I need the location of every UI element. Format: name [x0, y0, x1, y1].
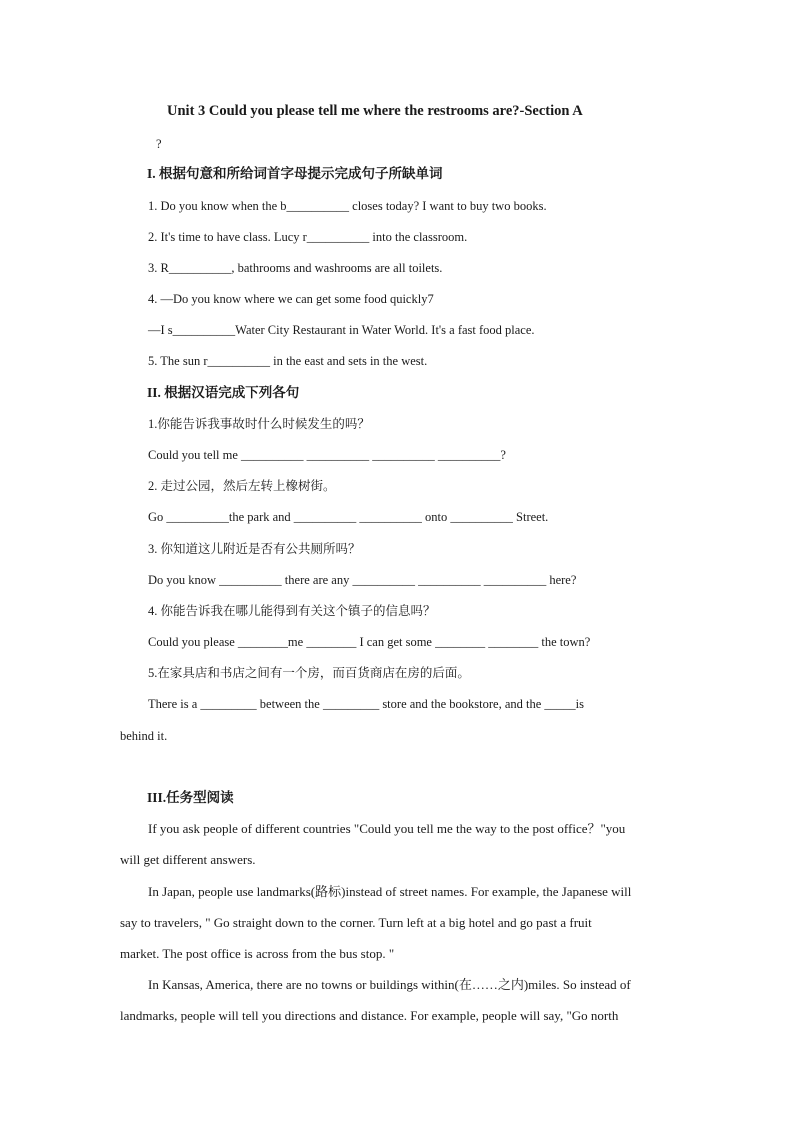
- section-2-item: 4. 你能告诉我在哪儿能得到有关这个镇子的信息吗？: [148, 604, 436, 618]
- section-1-item: 5. The sun r__________ in the east and sets in the west.: [148, 354, 428, 368]
- section-2-item: 1.你能告诉我事故时什么时候发生的吗？: [148, 417, 370, 431]
- reading-line: will get different answers.: [120, 852, 256, 867]
- section-2-item: 2. 走过公园，然后左转上橡树街。: [148, 479, 336, 493]
- reading-line: In Japan, people use landmarks(路标)instead of street names. For example, the Japanese will: [148, 884, 632, 899]
- section-2-item: Could you please ________me ________ I can get some ________ ________ the town?: [148, 635, 591, 649]
- section-1-heading: I. 根据句意和所给词首字母提示完成句子所缺单词: [147, 166, 443, 181]
- section-1-item: 4. —Do you know where we can get some food quickly7: [148, 292, 434, 306]
- document-title: Unit 3 Could you please tell me where the restrooms are?-Section A: [167, 103, 583, 119]
- section-1-item: 1. Do you know when the b__________ closes today? I want to buy two books.: [148, 199, 547, 213]
- section-2-item: There is a _________ between the _________ store and the bookstore, and the _____is: [148, 697, 585, 711]
- reading-line: say to travelers, " Go straight down to the corner. Turn left at a big hotel and go past a fruit: [120, 915, 592, 930]
- section-1-item: 2. It's time to have class. Lucy r__________ into the classroom.: [148, 230, 468, 244]
- section-2-item: Go __________the park and __________ __________ onto __________ Street.: [148, 510, 549, 524]
- section-3-heading: III.任务型阅读: [147, 790, 234, 805]
- section-2-item: 5.在家具店和书店之间有一个房，而百货商店在房的后面。: [148, 666, 470, 680]
- reading-line: landmarks, people will tell you directions and distance. For example, people will say, "Go north: [120, 1008, 619, 1023]
- section-1-item: —I s__________Water City Restaurant in Water World. It's a fast food place.: [148, 323, 535, 337]
- section-2-item: 3. 你知道这儿附近是否有公共厕所吗？: [148, 542, 361, 556]
- stray-question-mark: ?: [156, 137, 162, 151]
- section-2-item: Do you know __________ there are any __________ __________ __________ here?: [148, 573, 577, 587]
- section-2-heading: II. 根据汉语完成下列各句: [147, 385, 300, 400]
- section-2-item: behind it.: [120, 729, 168, 743]
- section-1-item: 3. R__________, bathrooms and washrooms are all toilets.: [148, 261, 443, 275]
- reading-line: market. The post office is across from the bus stop. ": [120, 946, 395, 961]
- reading-line: If you ask people of different countries "Could you tell me the way to the post office？"you: [148, 821, 626, 836]
- section-2-item: Could you tell me __________ __________ __________ __________?: [148, 448, 506, 462]
- reading-line: In Kansas, America, there are no towns or buildings within(在……之内)miles. So instead of: [148, 977, 631, 992]
